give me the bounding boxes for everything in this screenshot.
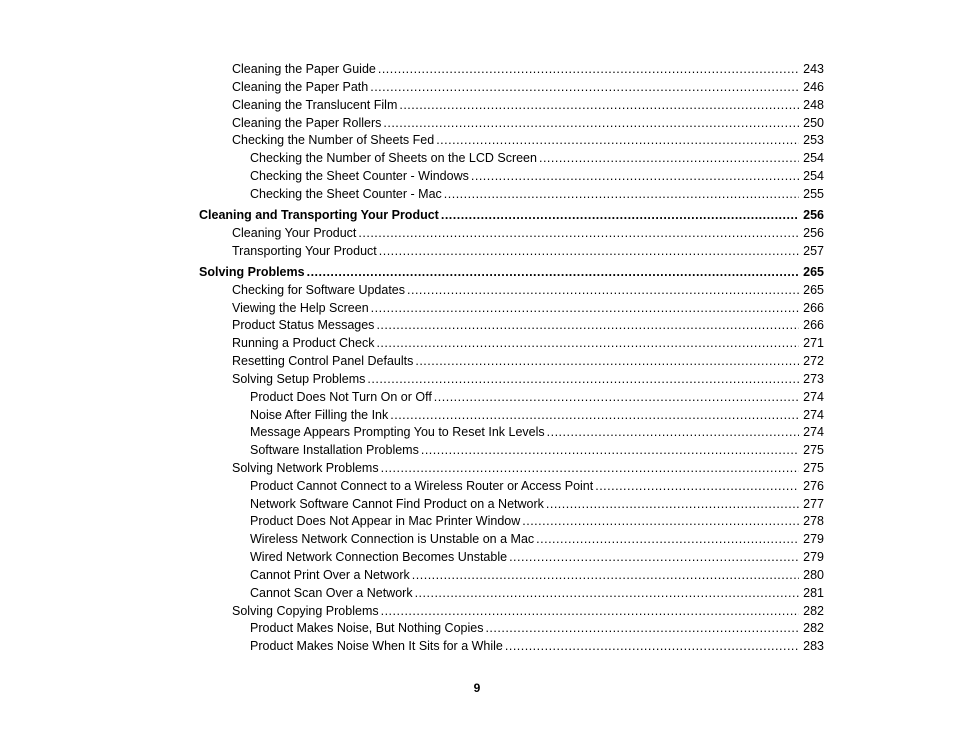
dot-leader: [536, 532, 799, 547]
toc-entry[interactable]: [199, 265, 824, 280]
toc-entry[interactable]: [232, 283, 824, 298]
toc-entry-page: 282: [803, 604, 824, 618]
toc-entry-page: 265: [803, 265, 824, 279]
dot-leader: [522, 514, 799, 529]
toc-entry[interactable]: [232, 372, 824, 387]
toc-entry-title: Transporting Your Product: [232, 244, 377, 258]
toc-entry[interactable]: [232, 301, 824, 316]
toc-entry[interactable]: [232, 244, 824, 259]
toc-entry-page: 265: [803, 283, 824, 297]
dot-leader: [371, 301, 799, 316]
toc-entry[interactable]: [232, 354, 824, 369]
dot-leader: [485, 621, 799, 636]
toc-entry[interactable]: [250, 187, 824, 202]
toc-entry[interactable]: [232, 80, 824, 95]
toc-entry-title: Cannot Print Over a Network: [250, 568, 410, 582]
toc-entry[interactable]: [232, 318, 824, 333]
toc-entry-title: Software Installation Problems: [250, 443, 419, 457]
toc-entry-title: Solving Setup Problems: [232, 372, 366, 386]
toc-entry[interactable]: [250, 514, 824, 529]
dot-leader: [436, 133, 799, 148]
toc-entry[interactable]: [232, 604, 824, 619]
toc-entry-title: Product Makes Noise, But Nothing Copies: [250, 621, 484, 635]
toc-entry-page: 279: [803, 550, 824, 564]
dot-leader: [546, 497, 799, 512]
dot-leader: [539, 151, 799, 166]
toc-entry-page: 274: [803, 408, 824, 422]
toc-entry-title: Checking for Software Updates: [232, 283, 406, 297]
dot-leader: [421, 443, 799, 458]
toc-entry-page: 280: [803, 568, 824, 582]
toc-entry-title: Checking the Sheet Counter - Mac: [250, 187, 442, 201]
toc-entry-title: Resetting Control Panel Defaults: [232, 354, 414, 368]
toc-entry-page: 275: [803, 443, 824, 457]
toc-entry-title: Product Does Not Appear in Mac Printer Window: [250, 514, 521, 528]
dot-leader: [367, 372, 799, 387]
toc-entry-title: Cleaning the Paper Path: [232, 80, 369, 94]
toc-entry[interactable]: [199, 208, 824, 223]
dot-leader: [444, 187, 799, 202]
toc-entry-page: 254: [803, 151, 824, 165]
toc-entry-page: 274: [803, 425, 824, 439]
toc-entry-page: 273: [803, 372, 824, 386]
toc-entry[interactable]: [250, 408, 824, 423]
toc-entry-title: Wired Network Connection Becomes Unstable: [250, 550, 508, 564]
dot-leader: [399, 98, 799, 113]
toc-entry-page: 274: [803, 390, 824, 404]
toc-entry-page: 250: [803, 116, 824, 130]
toc-entry[interactable]: [250, 639, 824, 654]
toc-entry[interactable]: [232, 98, 824, 113]
toc-entry-page: 282: [803, 621, 824, 635]
dot-leader: [407, 283, 799, 298]
toc-entry-page: 279: [803, 532, 824, 546]
toc-entry[interactable]: [250, 532, 824, 547]
toc-entry-page: 255: [803, 187, 824, 201]
toc-entry-title: Message Appears Prompting You to Reset Ink Levels: [250, 425, 545, 439]
dot-leader: [415, 586, 800, 601]
toc-entry-title: Network Software Cannot Find Product on a Network: [250, 497, 544, 511]
dot-leader: [595, 479, 799, 494]
toc-entry-page: 275: [803, 461, 824, 475]
toc-entry-page: 253: [803, 133, 824, 147]
toc-entry-page: 266: [803, 318, 824, 332]
toc-entry[interactable]: [250, 621, 824, 636]
toc-entry-title: Product Cannot Connect to a Wireless Router or Access Point: [250, 479, 594, 493]
toc-entry-page: 256: [803, 208, 824, 222]
toc-entry-title: Cleaning the Paper Rollers: [232, 116, 382, 130]
dot-leader: [358, 226, 799, 241]
toc-entry-title: Solving Copying Problems: [232, 604, 379, 618]
toc-entry-page: 281: [803, 586, 824, 600]
toc-entry[interactable]: [250, 586, 824, 601]
toc-entry-page: 277: [803, 497, 824, 511]
toc-entry-title: Product Does Not Turn On or Off: [250, 390, 432, 404]
dot-leader: [381, 604, 800, 619]
toc-entry[interactable]: [232, 133, 824, 148]
toc-entry-title: Checking the Number of Sheets Fed: [232, 133, 435, 147]
toc-entry-title: Cleaning the Paper Guide: [232, 62, 376, 76]
toc-entry[interactable]: [250, 425, 824, 440]
toc-entry-page: 271: [803, 336, 824, 350]
toc-entry[interactable]: [232, 62, 824, 77]
toc-entry-page: 246: [803, 80, 824, 94]
dot-leader: [376, 318, 799, 333]
toc-entry-page: 283: [803, 639, 824, 653]
dot-leader: [412, 568, 799, 583]
toc-entry-page: 278: [803, 514, 824, 528]
toc-entry[interactable]: [232, 116, 824, 131]
toc-entry-title: Checking the Number of Sheets on the LCD Screen: [250, 151, 537, 165]
toc-entry-title: Viewing the Help Screen: [232, 301, 369, 315]
toc-entry-page: 256: [803, 226, 824, 240]
dot-leader: [381, 461, 800, 476]
toc-entry[interactable]: [250, 497, 824, 512]
toc-entry-title: Cleaning the Translucent Film: [232, 98, 398, 112]
dot-leader: [434, 390, 799, 405]
dot-leader: [376, 336, 799, 351]
toc-entry-title: Checking the Sheet Counter - Windows: [250, 169, 469, 183]
toc-entry[interactable]: [250, 169, 824, 184]
toc-entry-title: Noise After Filling the Ink: [250, 408, 389, 422]
toc-entry[interactable]: [250, 390, 824, 405]
toc-entry[interactable]: [250, 151, 824, 166]
dot-leader: [390, 408, 799, 423]
toc-entry-title: Running a Product Check: [232, 336, 375, 350]
toc-entry[interactable]: [250, 568, 824, 583]
dot-leader: [471, 169, 799, 184]
toc-entry-title: Solving Problems: [199, 265, 305, 279]
toc-entry-page: 272: [803, 354, 824, 368]
toc-entry-page: 266: [803, 301, 824, 315]
toc-entry-title: Wireless Network Connection is Unstable on a Mac: [250, 532, 535, 546]
toc-entry-title: Cannot Scan Over a Network: [250, 586, 413, 600]
toc-entry-page: 243: [803, 62, 824, 76]
dot-leader: [370, 80, 799, 95]
toc-entry-title: Solving Network Problems: [232, 461, 379, 475]
toc-entry-title: Cleaning and Transporting Your Product: [199, 208, 439, 222]
toc-entry-page: 254: [803, 169, 824, 183]
toc-entry[interactable]: [232, 336, 824, 351]
toc-entry[interactable]: [250, 550, 824, 565]
dot-leader: [383, 116, 799, 131]
toc-entry[interactable]: [250, 479, 824, 494]
toc-entry-page: 257: [803, 244, 824, 258]
dot-leader: [379, 244, 799, 259]
toc-entry-title: Product Makes Noise When It Sits for a While: [250, 639, 503, 653]
toc-entry[interactable]: [250, 443, 824, 458]
toc-entry[interactable]: [232, 461, 824, 476]
dot-leader: [378, 62, 799, 77]
dot-leader: [509, 550, 799, 565]
toc-entry-page: 248: [803, 98, 824, 112]
dot-leader: [441, 208, 799, 223]
toc-entry[interactable]: [232, 226, 824, 241]
dot-leader: [547, 425, 800, 440]
toc-entry-page: 276: [803, 479, 824, 493]
dot-leader: [415, 354, 799, 369]
toc-entry-title: Product Status Messages: [232, 318, 375, 332]
page-number: 9: [473, 681, 481, 695]
dot-leader: [307, 265, 800, 280]
dot-leader: [505, 639, 799, 654]
toc-entry-title: Cleaning Your Product: [232, 226, 357, 240]
